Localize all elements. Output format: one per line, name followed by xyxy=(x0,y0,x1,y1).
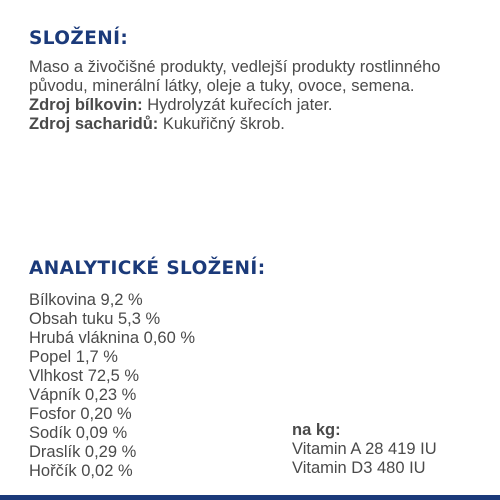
per-kg-list xyxy=(292,440,437,478)
per-kg-section xyxy=(292,421,437,478)
protein-source-label: Zdroj bílkovin: xyxy=(29,96,143,114)
analytic-item: Bílkovina 9,2 % xyxy=(29,291,143,309)
vitamin-item: Vitamin D3 480 IU xyxy=(292,459,426,477)
analytic-item: Vápník 0,23 % xyxy=(29,386,137,404)
analytic-item: Popel 1,7 % xyxy=(29,348,118,366)
analytic-item: Hrubá vláknina 0,60 % xyxy=(29,329,196,347)
analytic-list xyxy=(29,291,195,481)
analytic-item: Fosfor 0,20 % xyxy=(29,405,132,423)
analytic-item: Sodík 0,09 % xyxy=(29,424,128,442)
composition-section xyxy=(29,58,469,134)
analytic-heading: ANALYTICKÉ SLOŽENÍ: xyxy=(29,258,266,279)
analytic-item: Vlhkost 72,5 % xyxy=(29,367,140,385)
carb-source-value: Kukuřičný škrob. xyxy=(158,115,285,133)
carb-source-label: Zdroj sacharidů: xyxy=(29,115,159,133)
bottom-accent-bar xyxy=(0,495,500,500)
protein-source xyxy=(29,96,469,115)
vitamin-item: Vitamin A 28 419 IU xyxy=(292,440,437,458)
composition-heading: SLOŽENÍ: xyxy=(29,28,129,49)
per-kg-title: na kg: xyxy=(292,421,341,439)
ingredients-text: Maso a živočišné produkty, vedlejší produkty rostlinného původu, minerální látky, oleje a tuky, ovoce, semena. xyxy=(29,58,441,95)
analytic-item: Draslík 0,29 % xyxy=(29,443,137,461)
protein-source-value: Hydrolyzát kuřecích jater. xyxy=(142,96,333,114)
carb-source xyxy=(29,115,469,134)
analytic-item: Hořčík 0,02 % xyxy=(29,462,133,480)
analytic-item: Obsah tuku 5,3 % xyxy=(29,310,161,328)
